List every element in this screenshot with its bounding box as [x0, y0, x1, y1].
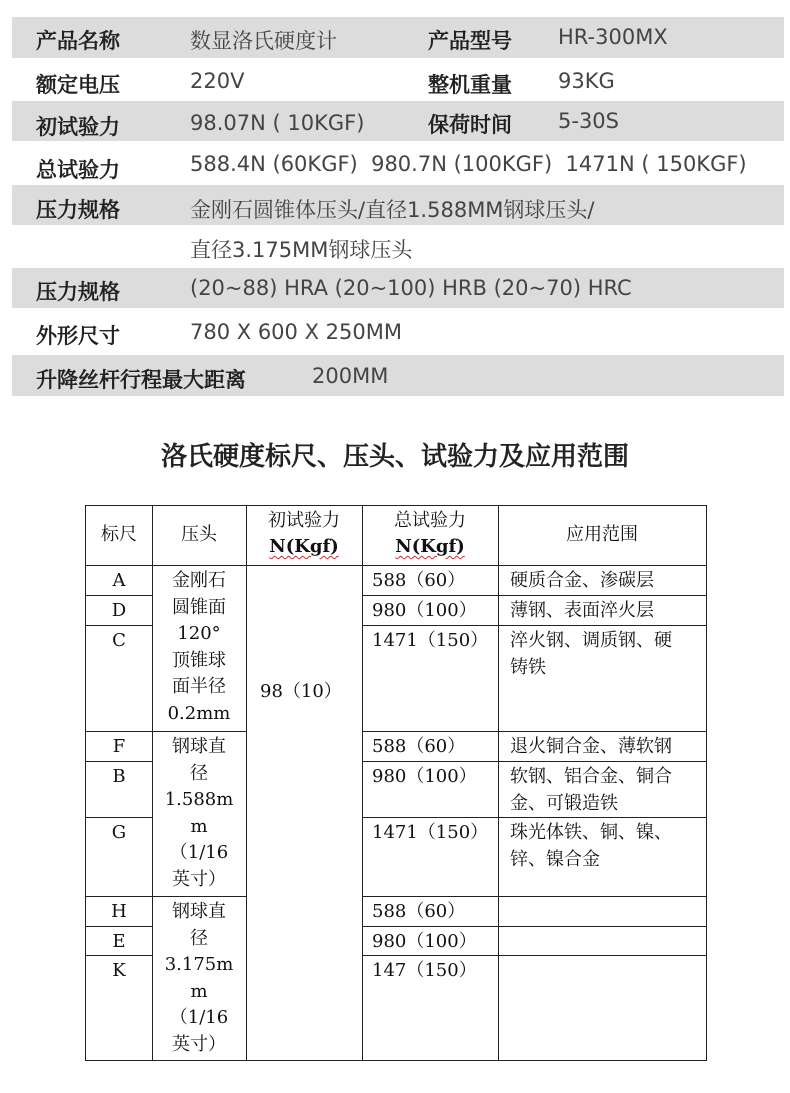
- indenter-line: 径: [190, 927, 208, 949]
- indenter-line: 0.2mm: [167, 702, 231, 724]
- spec-value: 588.4N (60KGF) 980.7N (100KGF) 1471N ( 150KGF): [190, 152, 747, 176]
- spec-label: 产品型号: [428, 29, 512, 53]
- indenter-line: m: [190, 980, 208, 1002]
- scale-cell: D: [111, 600, 127, 621]
- indenter-line: 英寸）: [172, 1033, 226, 1055]
- header-scale: 标尺: [101, 524, 137, 545]
- indenter-line: 圆锥面: [172, 596, 226, 618]
- spec-row-initial-force: [12, 101, 784, 141]
- spec-value: 金刚石圆锥体压头/直径1.588MM钢球压头/: [190, 198, 595, 222]
- spec-row-indenter: [12, 185, 784, 225]
- total-force-cell: 1471（150）: [372, 630, 489, 651]
- header-initial-force-label: 初试验力: [268, 510, 340, 531]
- total-force-cell: 588（60）: [372, 901, 466, 922]
- initial-force-cell: 98（10）: [260, 681, 342, 702]
- range-line: 淬火钢、调质钢、硬: [510, 630, 672, 651]
- scale-cell: A: [112, 570, 126, 591]
- spec-value: 200MM: [312, 364, 389, 388]
- indenter-line: （1/16: [169, 842, 229, 863]
- total-force-cell: 588（60）: [372, 570, 466, 591]
- indenter-line: 1.588m: [164, 789, 234, 810]
- spec-label: 压力规格: [36, 198, 120, 222]
- total-force-cell: 980（100）: [372, 931, 477, 952]
- indenter-line: （1/16: [169, 1007, 229, 1028]
- indenter-line: 面半径: [172, 676, 226, 697]
- hardness-table: [85, 505, 707, 1061]
- header-indenter: 压头: [181, 524, 217, 545]
- range-cell: [510, 568, 654, 595]
- indenter-line: 径: [190, 762, 208, 784]
- range-cell: [510, 628, 672, 681]
- spec-value: 220V: [190, 69, 245, 93]
- range-cell: [510, 734, 672, 761]
- header-total-force-label: 总试验力: [394, 510, 466, 531]
- spec-value: 93KG: [558, 69, 615, 93]
- indenter-line: 3.175m: [164, 954, 234, 975]
- scale-cell: E: [112, 931, 126, 952]
- spec-label: 外形尺寸: [36, 324, 120, 348]
- indenter-line: 120°: [177, 623, 221, 644]
- scale-cell: C: [112, 630, 126, 651]
- indenter-ball-1588: [152, 734, 246, 893]
- total-force-cell: 588（60）: [372, 736, 466, 757]
- total-force-cell: 1471（150）: [372, 822, 489, 843]
- spec-row-voltage: [12, 58, 784, 101]
- spec-label: 总试验力: [36, 158, 120, 182]
- range-line: 软钢、铝合金、铜合: [510, 766, 672, 787]
- spec-value: 98.07N ( 10KGF): [190, 111, 365, 135]
- spec-value: 780 X 600 X 250MM: [190, 320, 402, 344]
- indenter-diamond: [152, 568, 246, 727]
- spec-label: 整机重量: [428, 73, 512, 97]
- scale-cell: F: [112, 736, 126, 757]
- header-total-force-unit: N(Kgf): [395, 536, 465, 557]
- scale-cell: B: [112, 766, 126, 787]
- range-line: 锌、镍合金: [510, 848, 600, 870]
- spec-row-total-force: [12, 141, 784, 185]
- spec-value: 5-30S: [558, 109, 619, 133]
- range-line: 珠光体铁、铜、镍、: [510, 822, 672, 843]
- scale-cell: G: [111, 822, 127, 843]
- range-cell: [510, 764, 672, 817]
- header-range: 应用范围: [566, 524, 638, 545]
- indenter-line: 金刚石: [172, 570, 226, 591]
- total-force-cell: 147（150）: [372, 960, 477, 981]
- spec-value: HR-300MX: [558, 25, 668, 49]
- table-title: 洛氏硬度标尺、压头、试验力及应用范围: [160, 442, 629, 472]
- indenter-line: 英寸）: [172, 868, 226, 890]
- range-cell: [510, 820, 672, 873]
- spec-label: 压力规格: [36, 280, 120, 304]
- scale-cell: H: [111, 901, 127, 922]
- indenter-line: m: [190, 815, 208, 837]
- scale-cell: K: [112, 960, 126, 981]
- spec-label: 保荷时间: [428, 113, 512, 137]
- range-line: 铸铁: [510, 656, 546, 678]
- spec-row-range: [12, 268, 784, 308]
- range-line: 退火铜合金、薄软钢: [510, 736, 672, 757]
- spec-value: (20~88) HRA (20~100) HRB (20~70) HRC: [190, 276, 632, 300]
- spec-label: 额定电压: [36, 73, 120, 97]
- range-line: 金、可锻造铁: [510, 792, 618, 814]
- spec-value: 数显洛氏硬度计: [190, 29, 337, 53]
- header-initial-force: [246, 508, 362, 560]
- spec-row-product-name: [12, 17, 784, 58]
- indenter-line: 钢球直: [172, 736, 226, 757]
- spec-value: 直径3.175MM钢球压头: [190, 238, 413, 262]
- indenter-ball-3175: [152, 899, 246, 1058]
- header-total-force: [362, 508, 498, 560]
- range-cell: [510, 598, 654, 625]
- range-line: 硬质合金、渗碳层: [510, 570, 654, 591]
- indenter-line: 钢球直: [172, 901, 226, 922]
- range-line: 薄钢、表面淬火层: [510, 600, 654, 621]
- spec-label: 升降丝杆行程最大距离: [36, 368, 246, 392]
- spec-row-indenter-cont: [12, 225, 784, 268]
- total-force-cell: 980（100）: [372, 766, 477, 787]
- indenter-line: 顶锥球: [172, 649, 226, 671]
- header-initial-force-unit: N(Kgf): [269, 536, 339, 557]
- spec-label: 初试验力: [36, 115, 120, 139]
- spec-row-dimensions: [12, 308, 784, 355]
- total-force-cell: 980（100）: [372, 600, 477, 621]
- spec-row-lift-distance: [12, 355, 784, 396]
- spec-label: 产品名称: [36, 29, 120, 53]
